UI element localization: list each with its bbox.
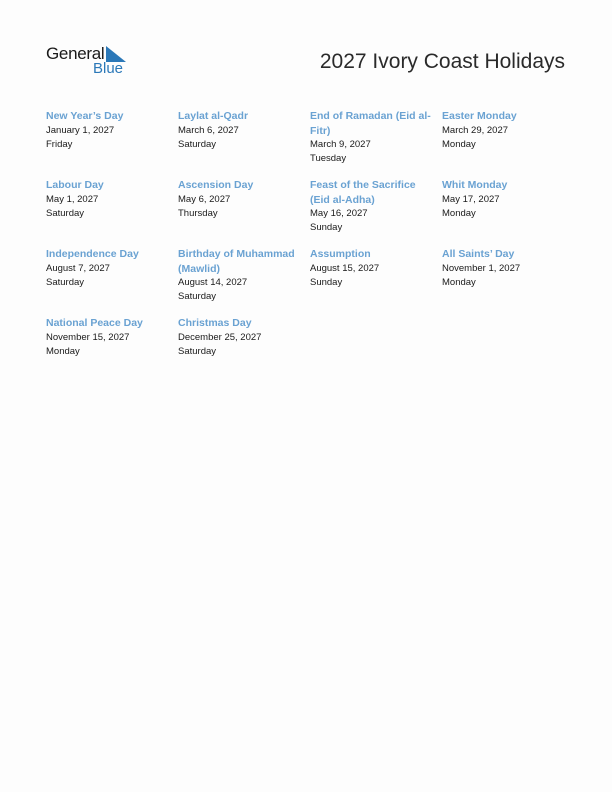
holiday-item [46,109,178,166]
holiday-weekday: Monday [442,207,476,219]
holiday-name: End of Ramadan (Eid al-Fitr) [310,110,431,137]
holiday-weekday: Monday [46,345,80,357]
holiday-name: Christmas Day [178,317,252,329]
holiday-name: National Peace Day [46,317,143,329]
holiday-item [46,316,178,359]
holiday-weekday: Sunday [310,222,343,233]
holiday-date: December 25, 2027 [178,331,262,343]
holiday-date: August 14, 2027 [178,277,248,288]
holiday-weekday: Friday [46,138,73,150]
holiday-name: Independence Day [46,248,139,260]
holiday-date: August 7, 2027 [46,262,110,274]
holiday-weekday: Monday [442,276,476,288]
holiday-weekday: Saturday [178,138,217,150]
holiday-item [442,109,576,166]
holiday-date: November 15, 2027 [46,331,130,343]
holiday-date: March 6, 2027 [178,124,239,136]
holiday-date: November 1, 2027 [442,262,521,274]
holiday-date: May 1, 2027 [46,193,99,205]
holiday-date: May 16, 2027 [310,208,368,219]
logo[interactable] [46,44,136,80]
holiday-name: Laylat al-Qadr [178,110,249,122]
holiday-name: New Year’s Day [46,110,124,122]
holiday-weekday: Saturday [46,276,85,288]
holiday-item [442,247,576,304]
holiday-item [46,178,178,235]
holiday-weekday: Monday [442,138,476,150]
holiday-item [178,109,310,166]
page-title: 2027 Ivory Coast Holidays [319,50,565,73]
holiday-item [46,247,178,304]
holiday-date: May 17, 2027 [442,193,500,205]
holiday-name: Easter Monday [442,110,517,122]
holiday-item [178,247,310,304]
holiday-name: All Saints’ Day [442,248,515,260]
holiday-date: March 9, 2027 [310,139,371,150]
holiday-weekday: Tuesday [310,153,347,164]
holiday-item [178,178,310,235]
holiday-item [310,109,442,166]
holiday-name: Feast of the Sacrifice (Eid al-Adha) [310,179,416,206]
holiday-weekday: Sunday [310,276,343,288]
holiday-item [310,247,442,304]
holiday-name: Birthday of Muhammad (Mawlid) [178,248,295,275]
holiday-item [442,178,576,235]
holiday-name: Labour Day [46,179,104,191]
holiday-weekday: Thursday [178,207,218,219]
holiday-date: August 15, 2027 [310,262,380,274]
holiday-weekday: Saturday [178,345,217,357]
logo-word-general: General [46,44,105,63]
holiday-weekday: Saturday [46,207,85,219]
holiday-date: May 6, 2027 [178,193,231,205]
holiday-weekday: Saturday [178,291,217,302]
holiday-name: Assumption [310,248,371,260]
holiday-name: Ascension Day [178,179,254,191]
holiday-item [178,316,310,359]
holiday-grid [46,109,576,359]
holiday-date: January 1, 2027 [46,124,115,136]
holiday-date: March 29, 2027 [442,124,509,136]
logo-word-blue: Blue [93,60,124,77]
holiday-name: Whit Monday [442,179,508,191]
holiday-item [310,178,442,235]
